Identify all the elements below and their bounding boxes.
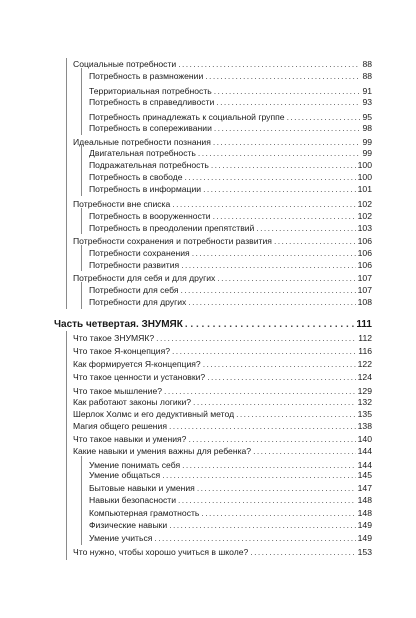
toc-section[interactable] [73, 372, 372, 383]
dot-leader [193, 397, 356, 408]
group-rule [81, 208, 82, 234]
group-rule [66, 331, 67, 560]
toc-page-number: 144 [357, 460, 372, 470]
toc-page-number: 111 [356, 319, 372, 330]
toc-subsection[interactable] [89, 470, 372, 481]
toc-subsection[interactable] [89, 148, 372, 159]
toc-page-number: 108 [357, 297, 372, 307]
toc-subsection[interactable] [89, 223, 372, 234]
dot-leader [211, 160, 356, 171]
toc-entry-title: Подражательная потребность [89, 160, 209, 170]
dot-leader [198, 148, 361, 159]
dot-leader [203, 184, 356, 195]
toc-page-number: 88 [362, 59, 372, 69]
toc-part-heading[interactable] [54, 318, 372, 331]
toc-section[interactable] [73, 421, 372, 432]
toc-entry-title: Потребности для себя и для других [73, 273, 216, 283]
toc-entry-title: Территориальная потребность [89, 86, 212, 96]
toc-page-number: 145 [357, 470, 372, 480]
toc-page-number: 93 [362, 97, 372, 107]
toc-entry-title: Двигательная потребность [89, 148, 196, 158]
toc-entry-title: Потребности вне списка [73, 199, 171, 209]
toc-subsection[interactable] [89, 160, 372, 171]
toc-page-number: 102 [357, 199, 372, 209]
toc-page-number: 153 [357, 547, 372, 557]
toc-section[interactable] [73, 547, 372, 558]
dot-leader [172, 199, 355, 210]
dot-leader [169, 520, 355, 531]
toc-subsection[interactable] [89, 297, 372, 308]
toc-page-number: 91 [362, 86, 372, 96]
toc-page-number: 140 [357, 434, 372, 444]
toc-page-number: 100 [357, 160, 372, 170]
toc-subsection[interactable] [89, 533, 372, 544]
toc-page-number: 103 [357, 223, 372, 233]
dot-leader [274, 236, 356, 247]
toc-subsection[interactable] [89, 86, 372, 97]
toc-entry-title: Умение учиться [89, 533, 153, 543]
toc-entry-title: Потребность в вооруженности [89, 211, 211, 221]
toc-section[interactable] [73, 409, 372, 420]
toc-section[interactable] [73, 386, 372, 397]
toc-entry-title: Потребности сохранения [89, 248, 190, 258]
toc-entry-title: Как работают законы логики? [73, 397, 192, 407]
toc-subsection[interactable] [89, 184, 372, 195]
dot-leader [213, 211, 356, 222]
toc-entry-title: Потребность в размножении [89, 71, 204, 81]
dot-leader [287, 112, 361, 123]
dot-leader [185, 172, 356, 183]
dot-leader [201, 508, 355, 519]
toc-page-number: 88 [362, 71, 372, 81]
toc-page-number: 112 [358, 333, 372, 343]
toc-subsection[interactable] [89, 520, 372, 531]
dot-leader [162, 470, 355, 481]
group-rule [81, 282, 82, 309]
toc-section[interactable] [73, 59, 372, 70]
toc-entry-title: Потребность принадлежать к социальной группе [89, 112, 285, 122]
dot-leader [154, 533, 355, 544]
toc-subsection[interactable] [89, 97, 372, 108]
dot-leader [185, 318, 355, 331]
toc-section[interactable] [73, 397, 372, 408]
toc-page-number: 98 [362, 123, 372, 133]
toc-entry-title: Потребности сохранения и потребности развития [73, 236, 272, 246]
toc-entry-title: Физические навыки [89, 520, 168, 530]
dot-leader [213, 137, 361, 148]
toc-page-number: 149 [357, 533, 372, 543]
toc-page-number: 147 [357, 483, 372, 493]
toc-section[interactable] [73, 273, 372, 284]
dot-leader [253, 446, 356, 457]
toc-subsection[interactable] [89, 508, 372, 519]
toc-entry-title: Что такое Я-концепция? [73, 346, 171, 356]
toc-entry-title: Потребности для других [89, 297, 187, 307]
toc-page-number: 106 [357, 260, 372, 270]
toc-entry-title: Что нужно, чтобы хорошо учиться в школе? [73, 547, 249, 557]
toc-entry-title: Социальные потребности [73, 59, 177, 69]
dot-leader [205, 71, 360, 82]
dot-leader [169, 421, 356, 432]
toc-page-number: 101 [357, 184, 372, 194]
group-rule [81, 145, 82, 196]
toc-subsection[interactable] [89, 483, 372, 494]
toc-page-number: 135 [357, 409, 372, 419]
toc-entry-title: Бытовые навыки и умения [89, 483, 195, 493]
toc-entry-title: Компьютерная грамотность [89, 508, 200, 518]
dot-leader [207, 372, 355, 383]
toc-page-number: 95 [362, 112, 372, 122]
dot-leader [188, 297, 355, 308]
toc-section[interactable] [73, 446, 372, 457]
dot-leader [256, 223, 355, 234]
toc-subsection[interactable] [89, 112, 372, 123]
toc-page-number: 124 [357, 372, 372, 382]
toc-entry-title: Потребности развития [89, 260, 180, 270]
group-rule [81, 68, 82, 135]
toc-entry-title: Магия общего решения [73, 421, 168, 431]
toc-section[interactable] [73, 199, 372, 210]
toc-page-number: 132 [357, 397, 372, 407]
toc-page-number: 106 [357, 236, 372, 246]
toc-page-number: 129 [357, 386, 372, 396]
toc-page-number: 144 [357, 446, 372, 456]
toc-entry-title: Потребность в преодолении препятствий [89, 223, 255, 233]
dot-leader [250, 547, 355, 558]
dot-leader [216, 97, 360, 108]
toc-subsection[interactable] [89, 211, 372, 222]
dot-leader [178, 495, 356, 506]
toc-entry-title: Умение понимать себя [89, 460, 181, 470]
toc-page-number: 149 [357, 520, 372, 530]
toc-entry-title: Как формируется Я-концепция? [73, 359, 201, 369]
toc-page-number: 148 [357, 495, 372, 505]
toc-section[interactable] [73, 346, 372, 357]
toc-page-number: 116 [358, 346, 372, 356]
toc-page-number: 107 [357, 273, 372, 283]
toc-page-number: 99 [362, 148, 372, 158]
dot-leader [180, 285, 355, 296]
dot-leader [192, 248, 356, 259]
toc-subsection[interactable] [89, 260, 372, 271]
dot-leader [214, 123, 361, 134]
group-rule [81, 456, 82, 545]
toc-entry-title: Потребность в информации [89, 184, 202, 194]
toc-page-number: 122 [357, 359, 372, 369]
toc-entry-title: Какие навыки и умения важны для ребенка? [73, 446, 252, 456]
dot-leader [203, 359, 356, 370]
toc-subsection[interactable] [89, 71, 372, 82]
toc-entry-title: Потребность в свободе [89, 172, 183, 182]
toc-entry-title: Часть четвертая. ЗНУМЯК [54, 319, 183, 330]
toc-entry-title: Потребности для себя [89, 285, 179, 295]
toc-page-number: 148 [357, 508, 372, 518]
toc-entry-title: Что такое мышление? [73, 386, 163, 396]
toc-subsection[interactable] [89, 495, 372, 506]
toc-entry-title: Умение общаться [89, 470, 161, 480]
toc-section[interactable] [73, 359, 372, 370]
toc-entry-title: Что такое ЗНУМЯК? [73, 333, 155, 343]
toc-page-number: 102 [357, 211, 372, 221]
group-rule [81, 245, 82, 271]
group-rule [66, 58, 67, 309]
toc-section[interactable] [73, 333, 372, 344]
dot-leader [164, 386, 356, 397]
toc-entry-title: Что такое ценности и установки? [73, 372, 206, 382]
dot-leader [181, 260, 355, 271]
toc-subsection[interactable] [89, 285, 372, 296]
dot-leader [217, 273, 355, 284]
toc-subsection[interactable] [89, 123, 372, 134]
toc-page-number: 106 [357, 248, 372, 258]
toc-page-number: 107 [357, 285, 372, 295]
toc-page-number: 99 [362, 137, 372, 147]
toc-section[interactable] [73, 236, 372, 247]
toc-section[interactable] [73, 434, 372, 445]
dot-leader [156, 333, 356, 344]
toc-entry-title: Потребность в сопереживании [89, 123, 212, 133]
toc-subsection[interactable] [89, 248, 372, 259]
dot-leader [188, 434, 355, 445]
toc-entry-title: Потребность в справедливости [89, 97, 215, 107]
dot-leader [178, 59, 360, 70]
dot-leader [214, 86, 361, 97]
dot-leader [236, 409, 356, 420]
toc-entry-title: Что такое навыки и умения? [73, 434, 187, 444]
toc-section[interactable] [73, 137, 372, 148]
toc-entry-title: Шерлок Холмс и его дедуктивный метод [73, 409, 235, 419]
dot-leader [197, 483, 356, 494]
dot-leader [172, 346, 356, 357]
toc-entry-title: Навыки безопасности [89, 495, 177, 505]
toc-subsection[interactable] [89, 172, 372, 183]
toc-page-number: 100 [357, 172, 372, 182]
toc-page-number: 138 [357, 421, 372, 431]
toc-entry-title: Идеальные потребности познания [73, 137, 211, 147]
